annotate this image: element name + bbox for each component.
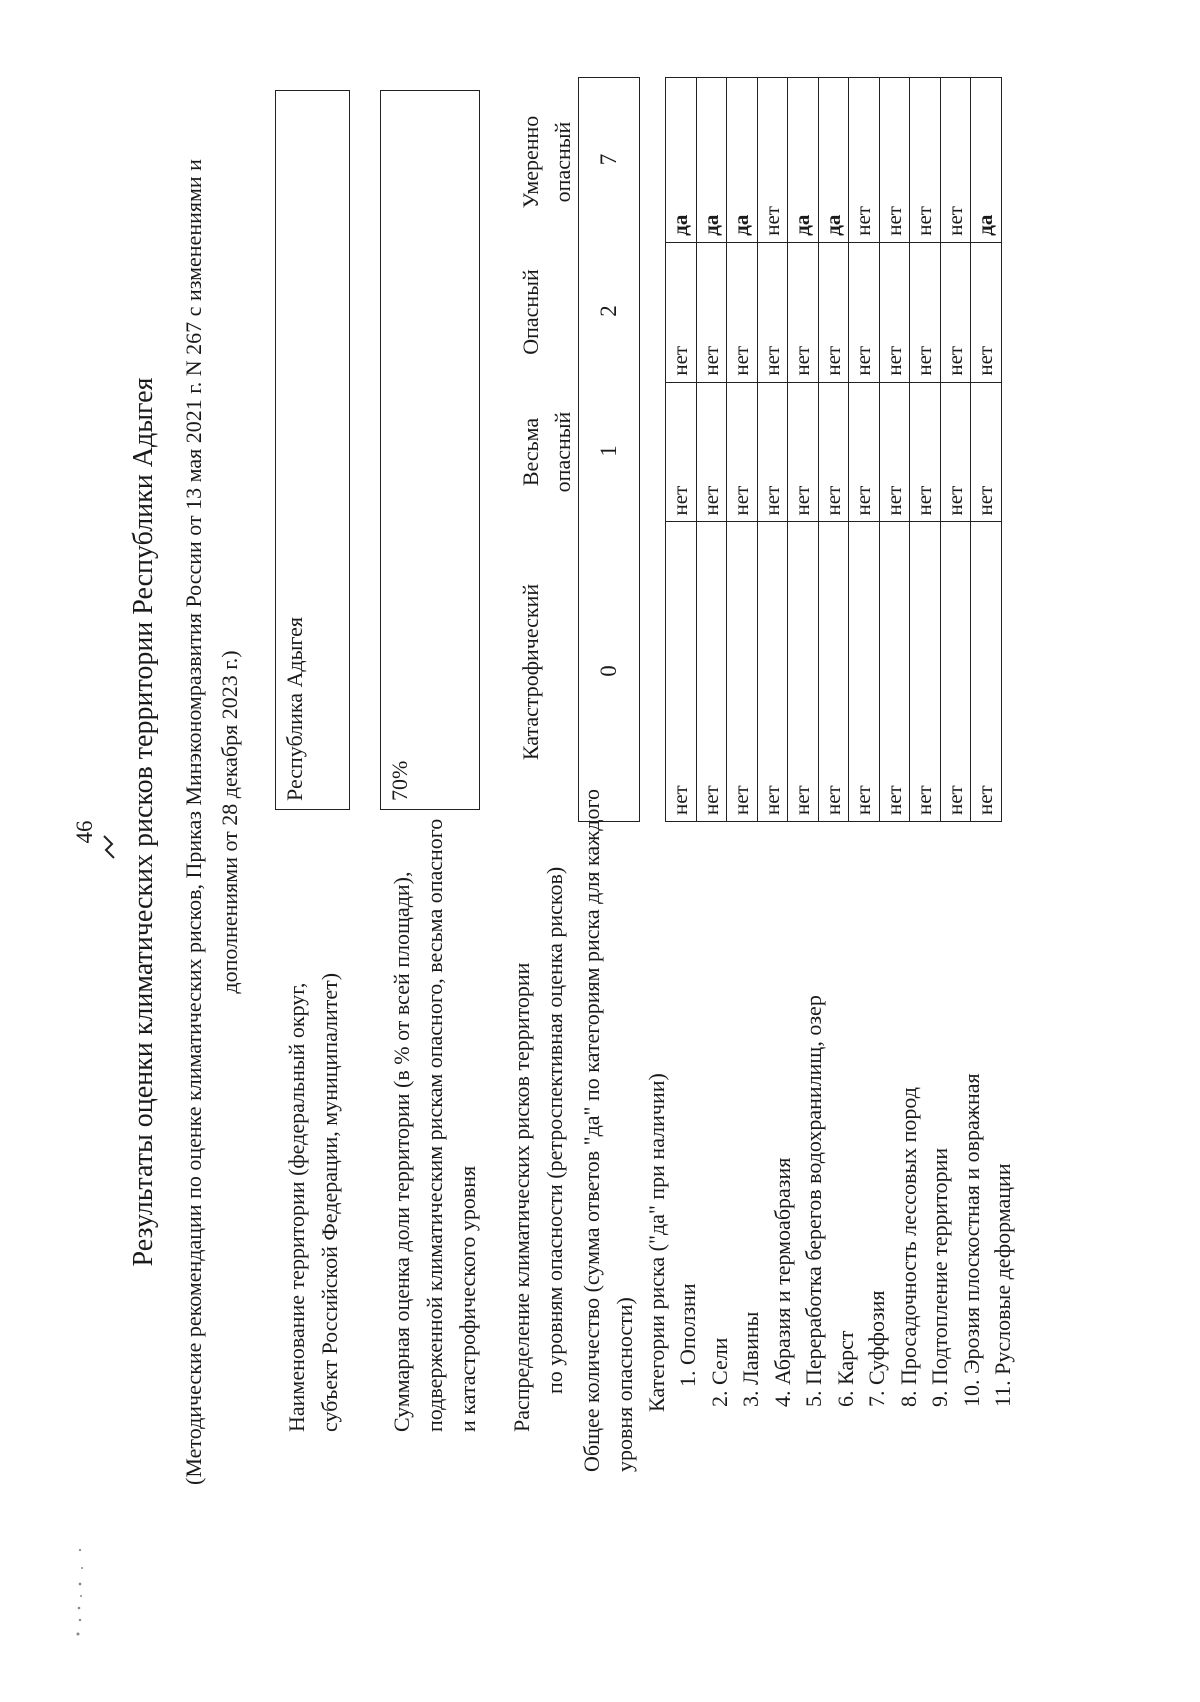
table-row [727, 78, 758, 822]
distribution-label [505, 812, 571, 1432]
level-header-very-dangerous [515, 382, 579, 522]
table-cell: нет [971, 522, 1002, 822]
risk-category-name: 2. Сели [706, 1337, 732, 1407]
table-cell: нет [696, 382, 727, 522]
table-cell: да [696, 78, 727, 243]
table-cell: да [818, 78, 849, 243]
territory-label [280, 812, 346, 1432]
label-line: подверженной климатическим рискам опасного, весьма опасного [422, 818, 447, 1432]
table-cell: нет [940, 78, 971, 243]
table-cell: да [788, 78, 819, 243]
risk-category-name: 6. Карст [832, 1330, 858, 1407]
table-cell: нет [788, 522, 819, 822]
totals-label [575, 752, 641, 1472]
risk-category-name: 4. Абразия и термоабразия [769, 1157, 795, 1407]
table-row [971, 78, 1002, 822]
table-row [910, 78, 941, 822]
level-header-dangerous [515, 242, 547, 382]
table-cell: нет [788, 382, 819, 522]
table-row [696, 78, 727, 822]
level-header-text: Весьма [518, 417, 543, 487]
table-cell: да [971, 78, 1002, 243]
table-row [666, 78, 697, 822]
table-cell: нет [849, 78, 880, 243]
table-row [818, 78, 849, 822]
risk-category-name: 8. Просадочность лессовых пород [895, 1087, 921, 1407]
table-cell: нет [757, 522, 788, 822]
table-cell: нет [879, 242, 910, 382]
table-cell: нет [971, 382, 1002, 522]
total-moderate: 7 [596, 153, 621, 166]
table-cell: нет [940, 242, 971, 382]
page-subtitle [176, 72, 248, 1572]
table-cell: нет [910, 522, 941, 822]
table-cell: нет [879, 382, 910, 522]
table-row [757, 78, 788, 822]
table-cell: нет [727, 382, 758, 522]
label-line: уровня опасности) [612, 1297, 637, 1472]
table-cell: нет [757, 78, 788, 243]
scan-artifact-marks [58, 1522, 98, 1642]
risk-category-name: 1. Оползни [675, 1283, 700, 1387]
page-number: 46 [72, 820, 97, 844]
table-cell: нет [757, 242, 788, 382]
risk-category-name: 11. Русловые деформации [990, 1163, 1015, 1407]
risk-category-name: 3. Лавины [738, 1311, 763, 1407]
level-header-text: Опасный [518, 269, 543, 355]
table-cell: нет [696, 242, 727, 382]
level-header-moderate [515, 82, 579, 242]
label-line: Распределение климатических рисков территории [509, 962, 534, 1432]
level-header-catastrophic [515, 522, 547, 822]
table-cell: нет [818, 382, 849, 522]
label-line: Наименование территории (федеральный округ, [284, 982, 309, 1432]
total-very-dangerous: 1 [596, 445, 621, 457]
table-cell: да [727, 78, 758, 243]
table-cell: нет [757, 382, 788, 522]
table-cell: нет [849, 242, 880, 382]
table-cell: нет [696, 522, 727, 822]
level-header-text: Умеренно [518, 115, 543, 209]
scan-ink-mark [100, 832, 120, 862]
table-cell: нет [788, 242, 819, 382]
label-line: субъект Российской Федерации, муниципалитет) [317, 972, 342, 1432]
label-line: и катастрофического уровня [455, 1165, 480, 1432]
table-cell: нет [971, 242, 1002, 382]
risk-category-list [672, 827, 1019, 1407]
table-row [940, 78, 971, 822]
label-line: Суммарная оценка доли территории (в % от всей площади), [389, 871, 414, 1432]
table-cell: нет [940, 382, 971, 522]
table-cell: нет [666, 242, 697, 382]
table-row [788, 78, 819, 822]
share-value: 70% [380, 90, 480, 810]
level-header-text: Катастрофический [518, 583, 543, 761]
table-cell: нет [940, 522, 971, 822]
level-header-text: опасный [550, 411, 575, 493]
table-cell: нет [818, 522, 849, 822]
table-cell: нет [910, 78, 941, 243]
table-cell: нет [849, 382, 880, 522]
table-cell: нет [849, 522, 880, 822]
total-dangerous: 2 [596, 305, 621, 317]
table-cell: да [666, 78, 697, 243]
table-cell: нет [727, 522, 758, 822]
totals-row [578, 77, 640, 822]
table-cell: нет [879, 522, 910, 822]
page-title: Результаты оценки климатических рисков территории Республики Адыгея [128, 377, 159, 1267]
table-cell: нет [666, 382, 697, 522]
table-row [879, 78, 910, 822]
risk-category-name: 10. Эрозия плоскостная и овражная [958, 1073, 984, 1407]
risk-category-name: 5. Переработка берегов водохранилищ, озер [801, 995, 826, 1407]
subtitle-line: (Методические рекомендации по оценке климатических рисков, Приказ Минэкономразвития России от 13 мая 2021 г. N 267 с изменениями и [181, 159, 206, 1485]
total-catastrophic: 0 [596, 665, 621, 677]
risk-table [665, 77, 1002, 822]
categories-label: Категории риска ("да" при наличии) [644, 1073, 669, 1412]
table-cell: нет [818, 242, 849, 382]
share-label [385, 732, 484, 1432]
subtitle-line: дополнениями от 28 декабря 2023 г.) [217, 650, 242, 994]
level-header-text: опасный [550, 121, 575, 203]
label-line: Общее количество (сумма ответов "да" по категориям риска для каждого [579, 789, 604, 1472]
risk-category-name: 9. Подтопление территории [927, 1147, 952, 1407]
territory-value: Республика Адыгея [275, 90, 350, 810]
table-cell: нет [910, 242, 941, 382]
risk-category-name: 7. Суффозия [864, 1290, 889, 1407]
table-cell: нет [879, 78, 910, 243]
table-cell: нет [727, 242, 758, 382]
table-cell: нет [910, 382, 941, 522]
table-row [849, 78, 880, 822]
label-line: по уровням опасности (ретроспективная оценка рисков) [542, 866, 567, 1394]
table-cell: нет [666, 522, 697, 822]
